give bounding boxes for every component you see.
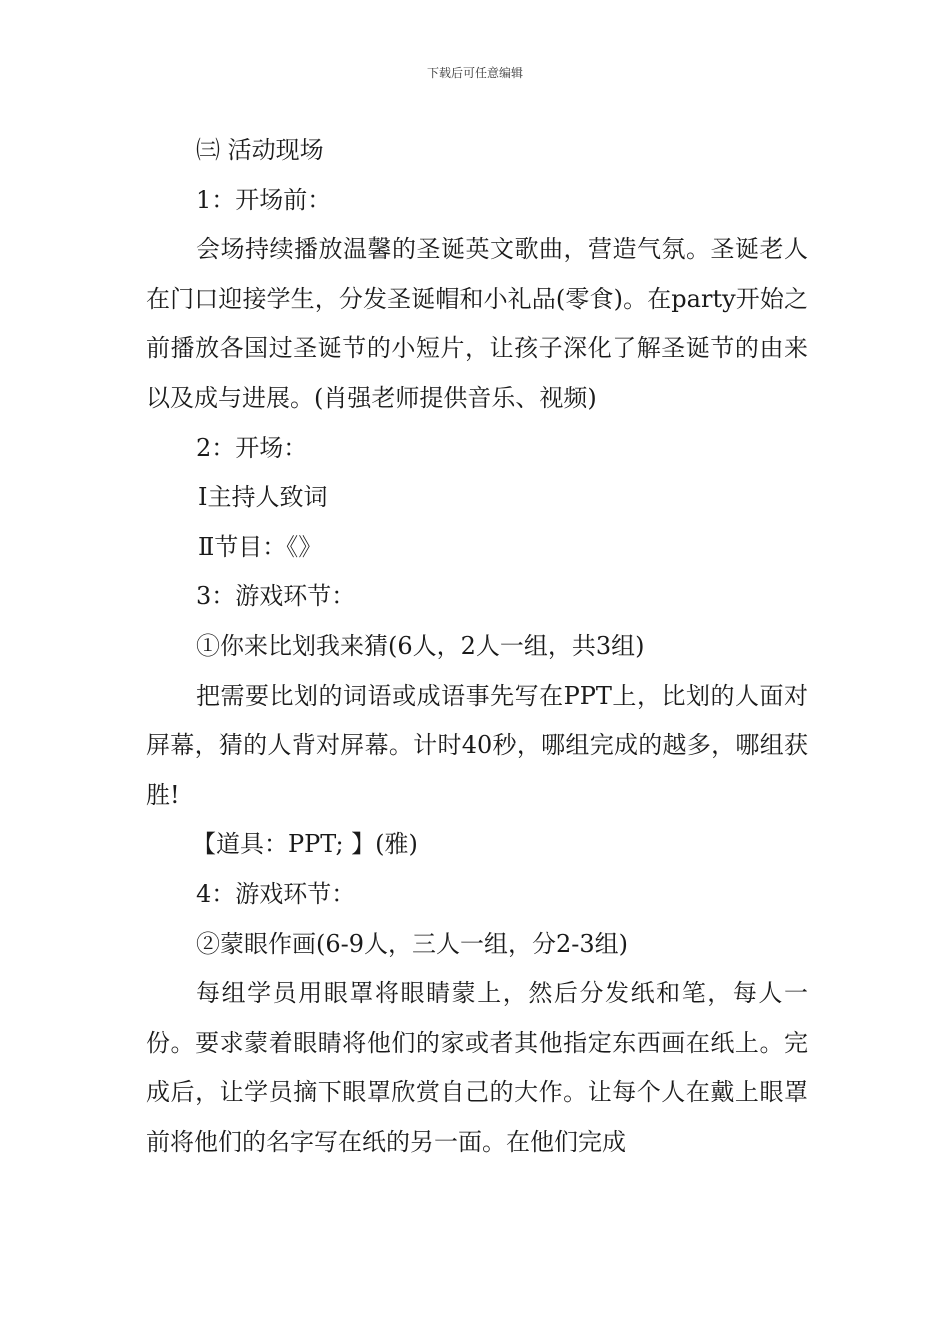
game1-paragraph: 把需要比划的词语或成语事先写在PPT上，比划的人面对屏幕，猜的人背对屏幕。计时40秒，哪组完成的越多，哪组获胜! bbox=[146, 681, 808, 809]
page-header: 下载后可任意编辑 bbox=[426, 66, 523, 80]
game1-title: ①你来比划我来猜(6人，2人一组，共3组) bbox=[196, 631, 645, 660]
step2-item-host-speech: Ⅰ主持人致词 bbox=[198, 483, 328, 512]
document-body bbox=[146, 126, 808, 1167]
game2-paragraph: 每组学员用眼罩将眼睛蒙上，然后分发纸和笔，每人一份。要求蒙着眼睛将他们的家或者其他指定东西画在纸上。完成后，让学员摘下眼罩欣赏自己的大作。让每个人在戴上眼罩前将他们的名字写在纸的另一面。在他们完成 bbox=[146, 979, 808, 1156]
game2-title: ②蒙眼作画(6-9人，三人一组，分2-3组) bbox=[196, 929, 629, 958]
step1-paragraph: 会场持续播放温馨的圣诞英文歌曲，营造气氛。圣诞老人在门口迎接学生，分发圣诞帽和小礼品(零食)。在party开始之前播放各国过圣诞节的小短片，让孩子深化了解圣诞节的由来以及成与进展。(肖强老师提供音乐、视频) bbox=[146, 235, 808, 412]
step3-heading: 3：游戏环节： bbox=[196, 582, 356, 611]
step2-heading: 2：开场： bbox=[196, 433, 308, 462]
section-title: ㈢ 活动现场 bbox=[196, 136, 324, 164]
game1-props: 【道具：PPT; 】(雅) bbox=[192, 830, 418, 859]
step1-heading: 1：开场前： bbox=[196, 185, 332, 214]
step2-item-program: Ⅱ节目：《》 bbox=[198, 532, 323, 561]
step4-heading: 4：游戏环节： bbox=[196, 879, 356, 908]
